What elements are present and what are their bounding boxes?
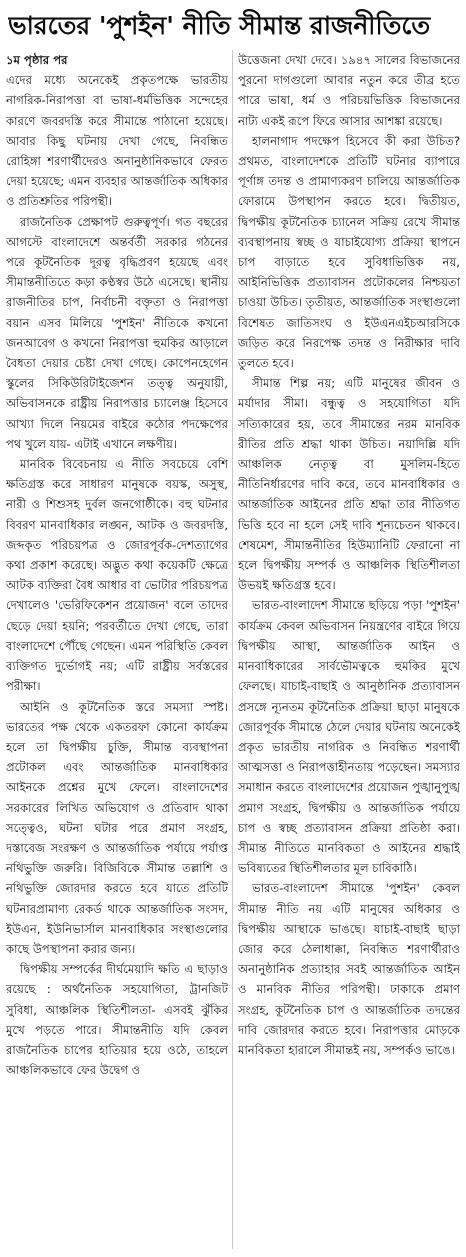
headline: ভারতের 'পুশইন' নীতি সীমান্ত রাজনীতিতে	[8, 11, 431, 40]
article-column-left	[6, 50, 228, 1253]
paragraph: উত্তেজনা দেখা দেবে। ১৯৪৭ সালের বিভাজনের পুরনো দাগগুলো আবার নতুন করে তীব্র হতে পারে ভাষা, ধর্ম ও পরিচয়ভিত্তিক বিভাজনের নাট্য একই রূপে ফিরে আসার আশঙ্কা রয়েছে।	[238, 53, 460, 128]
article-column-right	[238, 50, 460, 1253]
continued-label: ১ম পৃষ্ঠার পর	[6, 53, 68, 67]
paragraph: এদের মধ্যে অনেকেই প্রকৃতপক্ষে ভারতীয় নাগরিক-নিরাপত্তা বা ভাষা-ধর্মভিত্তিক সন্দেহের কারণে জবরদস্তি করে সীমান্তে পাঠানো হয়েছে। আবার কিছু ঘটনায় দেখা গেছে, নিবন্ধিত রোহিঙ্গা শরণার্থীদেরও অনানুষ্ঠানিকভাবে ফেরত দেয়া হয়েছে; এমন ব্যবহার আন্তর্জাতিক অধিকার ও প্রতিশ্রুতির পরিপন্থী।	[6, 73, 228, 209]
column-divider	[232, 50, 233, 1249]
paragraph: হালনাগাদ পদক্ষেপ হিসেবে কী করা উচিত? প্রথমত, বাংলাদেশকে প্রতিটি ঘটনার ব্যাপারে পূর্ণাঙ্গ তদন্ত ও প্রামাণ্যকরণ চালিয়ে আন্তর্জাতিক ফোরামে উপস্থাপন করতে হবে। দ্বিতীয়ত, দ্বিপক্ষীয় কূটনৈতিক চ্যানেল সক্রিয় রেখে সীমান্ত ব্যবস্থাপনায় স্বচ্ছ ও যাচাইযোগ্য প্রক্রিয়া স্থাপনে চাপ বাড়াতে হবে সুবিধাভিত্তিক নয়, আইনিভিত্তিক প্রত্যাবাসন প্রটোকলের নিশ্চয়তা চাওয়া উচিত। তৃতীয়ত, আন্তর্জাতিক সংস্থাগুলো বিশেষত জাতিসংঘ ও ইউএনএইচআরসিকে জড়িত করে নিরপেক্ষ তদন্ত ও নিরীক্ষার দাবি তুলতে হবে।	[238, 133, 460, 371]
paragraph: সীমান্ত শিল্প নয়; এটি মানুষের জীবন ও মর্যাদার সীমা। বন্ধুত্ব ও সহযোগিতা যদি সত্যিকারের হয়, তবে সীমান্তের নরম মানবিক রীতির প্রতি শ্রদ্ধা থাকা উচিত। নয়াদিল্লি যদি আঞ্চলিক নেতৃত্ব বা মুসলিম-হিতে নীতিনির্ধারণের দাবি করে, তবে মানবাধিকার ও আন্তর্জাতিক আইনের প্রতি শ্রদ্ধা তার নীতিগত ভিত্তি হবে না হলে সেই দাবি শূন্যচেতন থাকবে। শেষমেশ, সীমান্তনীতির হিউম্যানিটি ফেরানো না হলে দ্বিপক্ষীয় সম্পর্ক ও আঞ্চলিক স্থিতিশীলতা উভয়ই ক্ষতিগ্রস্ত হবে।	[238, 376, 460, 593]
paragraph: ভারত-বাংলাদেশ সীমান্তে ছড়িয়ে পড়া 'পুশইন' কার্যক্রম কেবল অভিবাসন নিয়ন্ত্রণের বাইরে গিয়ে দ্বিপক্ষীয় আস্থা, আন্তর্জাতিক আইন ও মানবাধিকারের সার্বভৌমত্বকে হুমকির মুখে ফেলছে। যাচাই-বাছাই ও আনুষ্ঠানিক প্রত্যাবাসন প্রসঙ্গে ন্যূনতম কূটনৈতিক প্রক্রিয়া ছাড়া মানুষকে জোরপূর্বক সীমান্তে ঠেলে দেয়ার ঘটনায় অনেকেই প্রকৃত ভারতীয় নাগরিক ও নিবন্ধিত শরণার্থী আত্মসত্তা ও নিরাপত্তাহীনতায় পড়েছেন। সমস্যার সমাধান করতে বাংলাদেশের প্রয়োজন পুঙ্খানুপুঙ্খ প্রমাণ সংগ্রহ, দ্বিপক্ষীয় ও আন্তর্জাতিক পর্যায়ে চাপ ও স্বচ্ছ প্রত্যাবাসন প্রক্রিয়া প্রতিষ্ঠা করা। সীমান্ত নীতিতে মানবিকতা ও আইনের শ্রদ্ধাই ভবিষ্যতের স্থিতিশীলতার মূল চাবিকাঠি।	[238, 598, 460, 876]
paragraph: মানবিক বিবেচনায় এ নীতি সবচেয়ে বেশি ক্ষতিগ্রস্ত করে সাধারণ মানুষকে বয়স্ক, অসুস্থ, নারী ও শিশুসহ দুর্বল জনগোষ্ঠীকে। বহু ঘটনার বিবরণ মানবাধিকার লঙ্ঘন, আটক ও জবরদস্তি, জব্দকৃত পরিচয়পত্র ও জোরপূর্বক-দেশত্যাগের কথা প্রকাশ করেছে। অদ্ভুত কথা কয়েকটি ক্ষেত্রে আটক ব্যক্তিরা বৈধ আধার বা ভোটার পরিচয়পত্র দেখালেও 'ভেরিফিকেশন প্রয়োজন' বলে তাদের ছেড়ে দেয়া হয়নি; পরবর্তীতে দেখা গেছে, তারা বাংলাদেশে পৌঁছে গেছেন। এমন পরিস্থিতি কেবল ব্যক্তিগত দুর্ভোগই নয়; এটি রাষ্ট্রীয় সর্বস্তরের পরীক্ষা।	[6, 457, 228, 694]
paragraph: রাজনৈতিক প্রেক্ষাপট গুরুত্বপূর্ণ। গত বছরের আগস্টে বাংলাদেশে অন্তর্বর্তী সরকার গঠনের পরে কূটনৈতিক দূরত্ব বৃদ্ধিপ্রবণ হয়েছে এবং সীমান্তনীতিতে কড়া কণ্ঠস্বর উঠে এসেছে। স্থানীয় রাজনীতির চাপ, নির্বাচনী বক্তৃতা ও নিরাপত্তা বয়ান এসব মিলিয়ে 'পুশইন' নীতিকে কখনো জনআবেগ ও কখনো নিরাপত্তা হুমকির আড়ালে বৈধতা দেয়ার চেষ্টা দেখা গেছে। কোপেনহেগেন স্কুলের সিকিউরিটাইজেশন তত্ত্ব অনুযায়ী, অভিবাসনকে রাষ্ট্রীয় নিরাপত্তার চ্যালেঞ্জ হিসেবে আখ্যা দিলে নিয়মের বাইরে কঠোর পদক্ষেপের পথ খুলে যায়- এটাই এখানে লক্ষণীয়।	[6, 214, 228, 451]
paragraph: আইনি ও কূটনৈতিক স্তরে সমস্যা স্পষ্ট। ভারতের পক্ষ থেকে একতরফা কোনো কার্যক্রম হলে তা দ্বিপক্ষীয় চুক্তি, সীমান্ত ব্যবস্থাপনা প্রটোকল এবং আন্তর্জাতিক মানবাধিকার আইনকে প্রশ্নের মুখে ফেলে। বাংলাদেশের সরকারের লিখিত অভিযোগ ও প্রতিবাদ থাকা সত্ত্বেও, ঘটনা ঘটার পরে প্রমাণ সংগ্রহ, দস্তাবেজ সংরক্ষণ ও আন্তর্জাতিক পর্যায়ে পর্যাপ্ত নথিভুক্তি জরুরি। বিজিবিকে সীমান্ত তল্লাশি ও নথিভুক্তি জোরদার করতে হবে যাতে প্রতিটি ঘটনারপ্রামাণ্য রেকর্ড থাকে আন্তর্জাতিক সংসদ, ইউএন, ইউনিভার্সাল মানবাধিকার সংস্থাগুলোর কাছে উপস্থাপনা করার জন্য।	[6, 699, 228, 956]
paragraph: ভারত-বাংলাদেশ সীমান্তে 'পুশইন' কেবল সীমান্ত নীতি নয় এটি মানুষের অধিকার ও দ্বিপক্ষীয় আস্থাকে ভাঙছে। যাচাই-বাছাই ছাড়া জোর করে ঠেলাধাক্কা, নিবন্ধিত শরণার্থীরাও অনানুষ্ঠানিক প্রত্যাহার সবই আন্তর্জাতিক আইন ও মানবিক নীতির পরিপন্থী। ঢাকাকে প্রমাণ সংগ্রহ, কূটনৈতিক চাপ ও আন্তর্জাতিক তদন্তের দাবি জোরদার করতে হবে। নিরাপত্তার মোড়কে মানবিকতা হারালে সীমান্তই নয়, সম্পর্কও ভাঙে।	[238, 881, 460, 1057]
paragraph: দ্বিপক্ষীয় সম্পর্কের দীর্ঘমেয়াদি ক্ষতি এ ছাড়াও রয়েছে : অর্থনৈতিক সহযোগিতা, ট্রানজিট সুবিধা, আঞ্চলিক স্থিতিশীলতা- এসবই ঝুঁকির মুখে পড়তে পারে। সীমান্তনীতি যদি কেবল রাজনৈতিক চাপের হাতিয়ার হয়ে ওঠে, তাহলে আঞ্চলিকভাবে ফের উদ্বেগ ও	[6, 962, 228, 1078]
